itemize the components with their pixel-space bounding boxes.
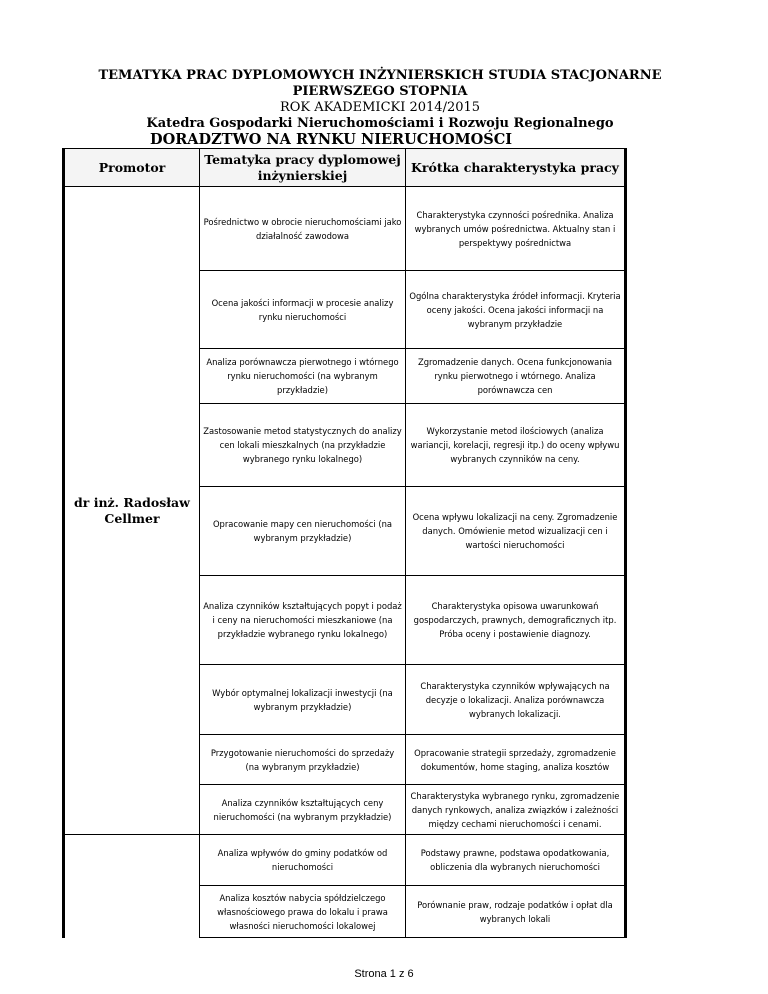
header-line-1: TEMATYKA PRAC DYPLOMOWYCH INŻYNIERSKICH STUDIA STACJONARNE xyxy=(98,68,662,83)
topic-cell: Przygotowanie nieruchomości do sprzedaży (na wybranym przykładzie) xyxy=(200,735,406,785)
description-cell: Charakterystyka czynności pośrednika. Analiza wybranych umów pośrednictwa. Aktualny stan i perspektywy pośrednictwa xyxy=(406,187,626,271)
topic-cell: Opracowanie mapy cen nieruchomości (na wybranym przykładzie) xyxy=(200,487,406,576)
document-header xyxy=(70,68,690,148)
description-cell: Charakterystyka wybranego rynku, zgromadzenie danych rynkowych, analiza związków i zależności między cechami nieruchomości i cenami. xyxy=(406,785,626,835)
header-line-3: ROK AKADEMICKI 2014/2015 xyxy=(279,100,481,115)
description-cell: Charakterystyka opisowa uwarunkowań gospodarczych, prawnych, demograficznych itp. Próba oceny i postawienie diagnozy. xyxy=(406,576,626,665)
header-line-2: PIERWSZEGO STOPNIA xyxy=(292,84,468,99)
topic-cell: Analiza wpływów do gminy podatków od nieruchomości xyxy=(200,835,406,886)
topics-table xyxy=(62,148,627,938)
description-cell: Ocena wpływu lokalizacji na ceny. Zgromadzenie danych. Omówienie metod wizualizacji cen i wartości nieruchomości xyxy=(406,487,626,576)
topic-cell: Analiza porównawcza pierwotnego i wtórnego rynku nieruchomości (na wybranym przykładzie) xyxy=(200,349,406,404)
page-number: Strona 1 z 6 xyxy=(354,968,414,980)
table-header-row xyxy=(64,149,626,187)
header-line-4: Katedra Gospodarki Nieruchomościami i Rozwoju Regionalnego xyxy=(146,116,614,131)
table-row xyxy=(64,835,626,886)
topic-cell: Ocena jakości informacji w procesie analizy rynku nieruchomości xyxy=(200,271,406,349)
topic-cell: Analiza czynników kształtujących ceny nieruchomości (na wybranym przykładzie) xyxy=(200,785,406,835)
description-cell: Porównanie praw, rodzaje podatków i opłat dla wybranych lokali xyxy=(406,886,626,938)
topic-cell: Pośrednictwo w obrocie nieruchomościami jako działalność zawodowa xyxy=(200,187,406,271)
topics-table-body xyxy=(64,149,626,938)
description-cell: Charakterystyka czynników wpływających na decyzje o lokalizacji. Analiza porównawcza wybranych lokalizacji. xyxy=(406,665,626,735)
column-header-description: Krótka charakterystyka pracy xyxy=(406,149,626,187)
header-line-5: DORADZTWO NA RYNKU NIERUCHOMOŚCI xyxy=(150,131,513,148)
topic-cell: Zastosowanie metod statystycznych do analizy cen lokali mieszkalnych (na przykładzie wybranego rynku lokalnego) xyxy=(200,404,406,487)
description-cell: Wykorzystanie metod ilościowych (analiza wariancji, korelacji, regresji itp.) do oceny wpływu wybranych czynników na ceny. xyxy=(406,404,626,487)
topic-cell: Analiza czynników kształtujących popyt i podaż i ceny na nieruchomości mieszkaniowe (na przykładzie wybranego rynku lokalnego) xyxy=(200,576,406,665)
promotor-cell-empty xyxy=(64,835,200,938)
description-cell: Podstawy prawne, podstawa opodatkowania, obliczenia dla wybranych nieruchomości xyxy=(406,835,626,886)
topic-cell: Analiza kosztów nabycia spółdzielczego własnościowego prawa do lokalu i prawa własności nieruchomości lokalowej xyxy=(200,886,406,938)
table-row xyxy=(64,187,626,271)
column-header-topic: Tematyka pracy dyplomowej inżynierskiej xyxy=(200,149,406,187)
column-header-promotor: Promotor xyxy=(64,149,200,187)
description-cell: Opracowanie strategii sprzedaży, zgromadzenie dokumentów, home staging, analiza kosztów xyxy=(406,735,626,785)
promotor-cell: dr inż. Radosław Cellmer xyxy=(64,187,200,835)
description-cell: Ogólna charakterystyka źródeł informacji. Kryteria oceny jakości. Ocena jakości informacji na wybranym przykładzie xyxy=(406,271,626,349)
topic-cell: Wybór optymalnej lokalizacji inwestycji (na wybranym przykładzie) xyxy=(200,665,406,735)
description-cell: Zgromadzenie danych. Ocena funkcjonowania rynku pierwotnego i wtórnego. Analiza porównawcza cen xyxy=(406,349,626,404)
